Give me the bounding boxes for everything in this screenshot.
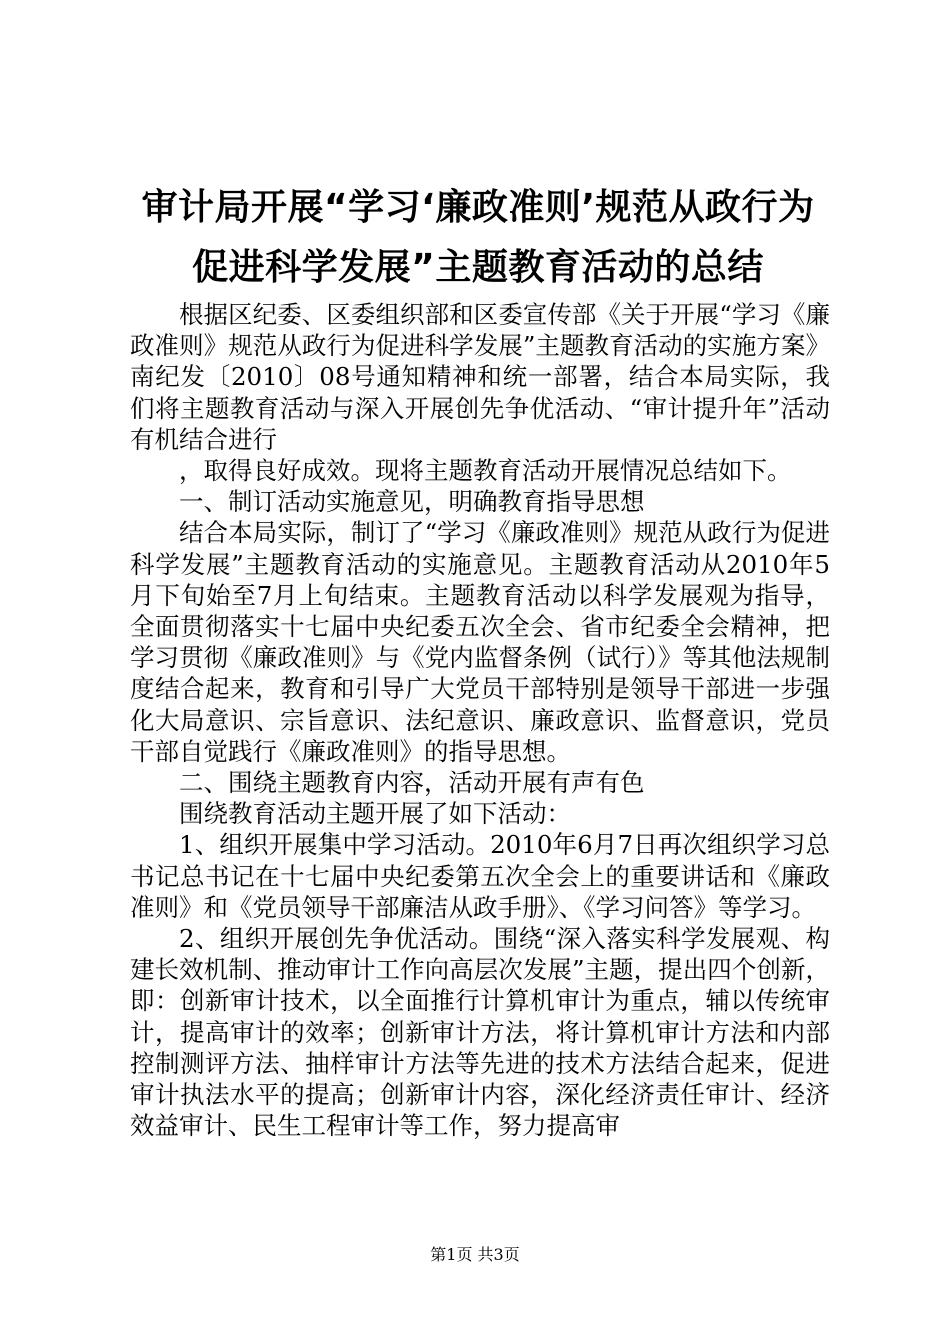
document-body	[130, 299, 830, 1141]
paragraph-activities-intro: 围绕教育活动主题开展了如下活动：	[179, 799, 571, 829]
page-footer: 第1页 共3页	[430, 1245, 520, 1264]
paragraph-section-1: 结合本局实际，制订了“学习《廉政准则》规范从政行为促进科学发展”主题教育活动的实施意见。主题教育活动从2010年5月下旬始至7月上旬结束。主题教育活动以科学发展观为指导，全面贯彻落实十七届中央纪委五次全会、省市纪委全会精神，把学习贯彻《廉政准则》与《党内监督条例（试行）》等其他法规制度结合起来，教育和引导广大党员干部特别是领导干部进一步强化大局意识、宗旨意识、法纪意识、廉政意识、监督意识，党员干部自觉践行《廉政准则》的指导思想。	[130, 518, 830, 766]
document-title-line-2: 促进科学发展”主题教育活动的总结	[192, 247, 764, 288]
section-heading-2: 二、围绕主题教育内容，活动开展有声有色	[179, 768, 645, 798]
paragraph-intro: 根据区纪委、区委组织部和区委宣传部《关于开展“学习《廉政准则》规范从政行为促进科学发展”主题教育活动的实施方案》南纪发〔2010〕08号通知精神和统一部署，结合本局实际，我们将主题教育活动与深入开展创先争优活动、“审计提升年”活动有机结合进行	[130, 300, 830, 454]
paragraph-activity-1: 1、组织开展集中学习活动。2010年6月7日再次组织学习总书记总书记在十七届中央纪委第五次全会上的重要讲话和《廉政准则》和《党员领导干部廉洁从政手册》、《学习问答》等学习。	[130, 830, 830, 922]
paragraph-activity-2: 2、组织开展创先争优活动。围绕“深入落实科学发展观、构建长效机制、推动审计工作向高层次发展”主题，提出四个创新，即：创新审计技术，以全面推行计算机审计为重点，辅以传统审计，提高审计的效率；创新审计方法，将计算机审计方法和内部控制测评方法、抽样审计方法等先进的技术方法结合起来，促进审计执法水平的提高；创新审计内容，深化经济责任审计、经济效益审计、民生工程审计等工作，努力提高审	[130, 924, 830, 1141]
section-heading-1: 一、制订活动实施意见，明确教育指导思想	[179, 487, 645, 517]
document-title-line-1: 审计局开展“学习‘廉政准则’规范从政行为	[141, 187, 815, 228]
paragraph-intro-continued: ，取得良好成效。现将主题教育活动开展情况总结如下。	[179, 456, 792, 486]
